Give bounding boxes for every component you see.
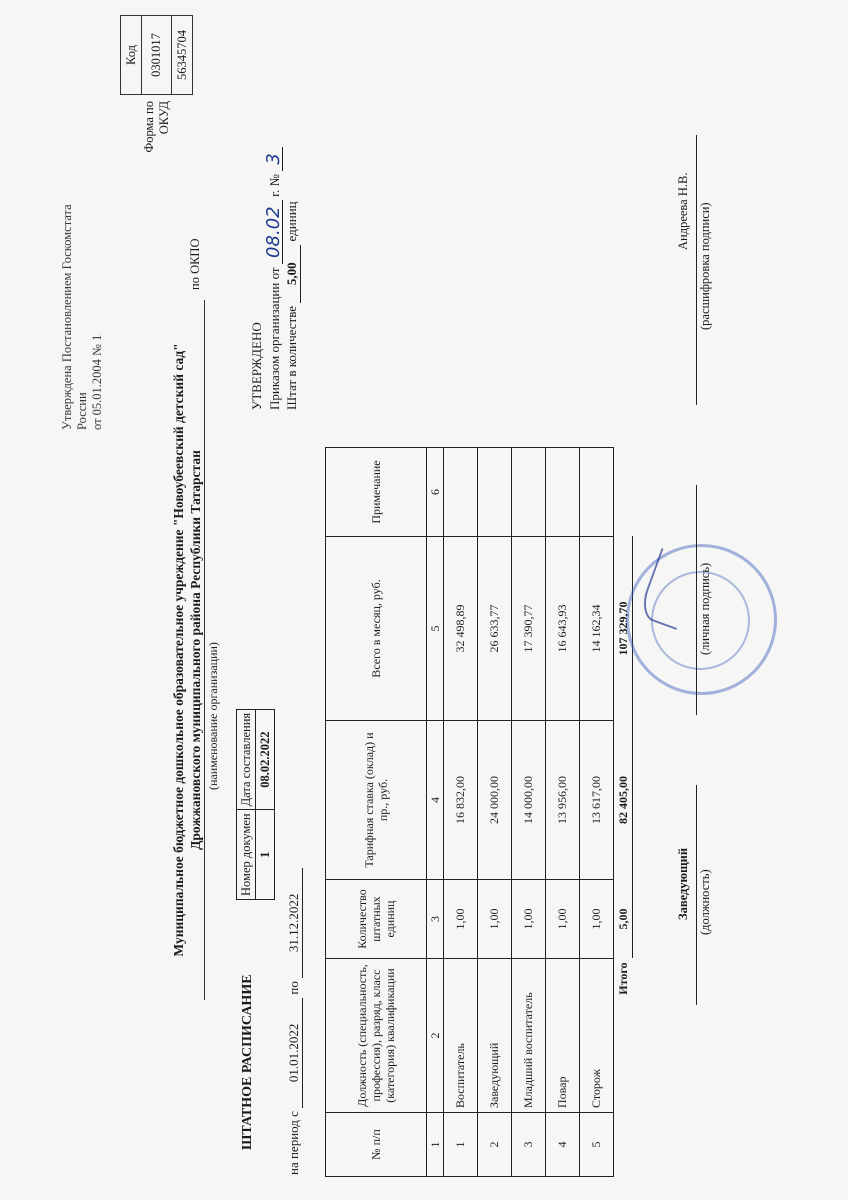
row-note [444,448,478,537]
header-note: Примечание [326,448,427,537]
table-row [478,448,512,1177]
approval-note-line-1: Утверждена Постановлением Госкомстата [60,204,74,430]
column-number: 5 [427,537,444,721]
organization-caption: (наименование организации) [206,642,220,790]
column-number-row [427,448,444,1177]
signature-name-caption: (расшифровка подписи) [698,202,712,330]
header-total: Всего в месяц, руб. [326,537,427,721]
approval-order-label: Приказом организации от [267,267,282,410]
row-number: 3 [512,1113,546,1177]
period-line [286,868,303,1175]
row-number: 5 [580,1113,614,1177]
total-units: 5,00 [614,880,633,959]
approval-staff-line [283,147,301,410]
signature-position: Заведующий [676,847,690,920]
row-number: 2 [478,1113,512,1177]
column-number: 2 [427,959,444,1113]
row-note [546,448,580,537]
period-to-label: по [286,981,301,995]
doc-date-header: Дата составления [237,709,256,810]
form-codes-table [120,15,193,180]
header-units: Количество штатных единиц [326,880,427,959]
staff-table [325,447,633,1177]
table-row [546,448,580,1177]
approval-note-line-2: России [75,392,89,430]
signature-name: Андреева Н.В. [676,172,690,250]
row-note [478,448,512,537]
row-units: 1,00 [546,880,580,959]
position-underline [696,785,697,1005]
column-number: 6 [427,448,444,537]
total-sum: 107 329,70 [614,537,633,721]
row-total: 16 643,93 [546,537,580,721]
document-number-table [236,709,275,900]
period-label: на период с [286,1111,301,1175]
row-note [512,448,546,537]
header-position: Должность (специальность, профессия), разряд, класс (категория) квалификации [326,959,427,1113]
organization-underline [204,300,205,1000]
table-row [512,448,546,1177]
row-units: 1,00 [478,880,512,959]
approval-staff-count: 5,00 [283,245,301,303]
signature-underline [696,485,697,715]
approval-block [248,147,301,410]
okud-code: 0301017 [142,16,172,95]
total-rate: 82 405,00 [614,721,633,880]
row-position: Повар [546,959,580,1113]
row-position: Заведующий [478,959,512,1113]
row-rate: 13 956,00 [546,721,580,880]
row-note [580,448,614,537]
staff-header-row [326,448,427,1177]
row-total: 17 390,77 [512,537,546,721]
row-rate: 16 832,00 [444,721,478,880]
row-rate: 13 617,00 [580,721,614,880]
approval-heading: УТВЕРЖДЕНО [249,322,264,410]
row-number: 4 [546,1113,580,1177]
row-position: Воспитатель [444,959,478,1113]
doc-number: 1 [256,810,275,900]
header-number: № п/п [326,1113,427,1177]
document-title: ШТАТНОЕ РАСПИСАНИЕ [240,974,255,1150]
row-number: 1 [444,1113,478,1177]
okpo-label: по ОКПО [188,238,202,290]
approval-order-line [265,147,283,410]
rotated-form [8,15,768,1185]
header-rate: Тарифная ставка (оклад) и пр., руб. [326,721,427,880]
total-row [614,448,633,1177]
code-header: Код [121,16,142,95]
row-units: 1,00 [444,880,478,959]
period-from: 01.01.2022 [286,998,303,1108]
doc-date: 08.02.2022 [256,709,275,810]
okpo-code: 56345704 [172,16,193,95]
column-number: 3 [427,880,444,959]
table-row [580,448,614,1177]
doc-number-header: Номер докумен [237,810,256,900]
column-number: 1 [427,1113,444,1177]
table-row [444,448,478,1177]
column-number: 4 [427,721,444,880]
row-position: Младший воспитатель [512,959,546,1113]
approval-staff-label: Штат в количестве [284,305,299,410]
form-approval-note [60,204,105,430]
signature-caption: (личная подпись) [698,562,712,655]
row-units: 1,00 [512,880,546,959]
signature-position-caption: (должность) [698,869,712,935]
approval-note-line-3: от 05.01.2004 № 1 [90,334,104,430]
row-units: 1,00 [580,880,614,959]
organization-name: Муниципальное бюджетное дошкольное образовательное учреждение "Новоубеевский детский сад" Дрожжановского муниципального района Республики Татарстан [171,343,203,957]
name-underline [696,135,697,405]
row-rate: 24 000,00 [478,721,512,880]
row-total: 32 498,89 [444,537,478,721]
approval-order-year-label: г. № [267,174,282,197]
period-to: 31.12.2022 [286,868,303,978]
approval-order-number: 3 [265,147,283,171]
okud-label: Форма по ОКУД [141,101,171,153]
row-rate: 14 000,00 [512,721,546,880]
row-position: Сторож [580,959,614,1113]
row-total: 14 162,34 [580,537,614,721]
row-total: 26 633,77 [478,537,512,721]
approval-order-date: 08.02 [265,200,283,264]
approval-staff-units: единиц [284,201,299,242]
total-label: Итого [615,962,630,995]
